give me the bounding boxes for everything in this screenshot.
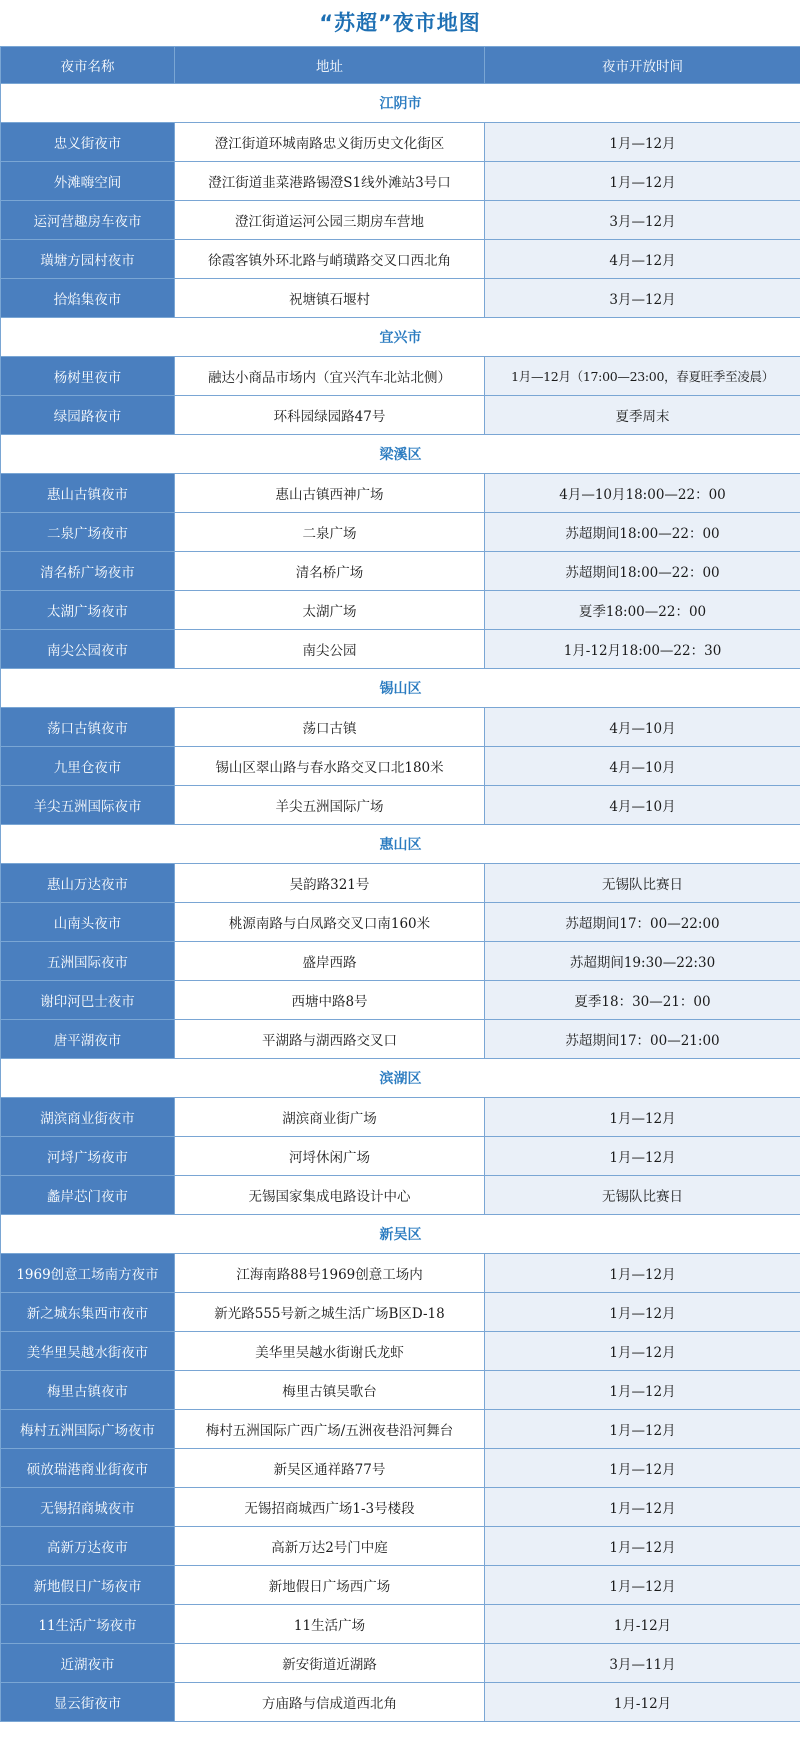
section-row [1, 84, 800, 123]
market-hours: 苏超期间19:30—22:30 [485, 942, 800, 981]
market-hours: 1月—12月 [485, 162, 800, 201]
market-address: 高新万达2号门中庭 [175, 1527, 485, 1566]
header-name: 夜市名称 [1, 47, 175, 84]
section-title: 锡山区 [1, 669, 800, 708]
market-address: 荡口古镇 [175, 708, 485, 747]
table-row [1, 981, 800, 1020]
market-address: 清名桥广场 [175, 552, 485, 591]
section-title: 滨湖区 [1, 1059, 800, 1098]
table-row [1, 591, 800, 630]
market-address: 太湖广场 [175, 591, 485, 630]
table-row [1, 162, 800, 201]
market-address: 新安街道近湖路 [175, 1644, 485, 1683]
table-row [1, 396, 800, 435]
market-address: 锡山区翠山路与春水路交叉口北180米 [175, 747, 485, 786]
market-name: 太湖广场夜市 [1, 591, 175, 630]
market-name: 绿园路夜市 [1, 396, 175, 435]
market-hours: 1月—12月 [485, 1527, 800, 1566]
market-hours: 1月—12月 [485, 1137, 800, 1176]
table-row [1, 279, 800, 318]
market-name: 无锡招商城夜市 [1, 1488, 175, 1527]
market-name: 高新万达夜市 [1, 1527, 175, 1566]
market-name: 近湖夜市 [1, 1644, 175, 1683]
market-address: 南尖公园 [175, 630, 485, 669]
market-hours: 4月—10月 [485, 708, 800, 747]
table-row [1, 747, 800, 786]
market-name: 忠义街夜市 [1, 123, 175, 162]
market-hours: 4月—10月 [485, 786, 800, 825]
table-row [1, 513, 800, 552]
table-row [1, 786, 800, 825]
table-row [1, 1410, 800, 1449]
market-name: 蠡岸芯门夜市 [1, 1176, 175, 1215]
section-title: 惠山区 [1, 825, 800, 864]
market-address: 惠山古镇西神广场 [175, 474, 485, 513]
market-hours: 1月—12月（17:00—23:00，春夏旺季至凌晨） [485, 357, 800, 396]
market-hours: 3月—12月 [485, 201, 800, 240]
market-hours: 1月—12月 [485, 1566, 800, 1605]
page-title: “苏超”夜市地图 [319, 11, 481, 35]
section-row [1, 318, 800, 357]
market-address: 西塘中路8号 [175, 981, 485, 1020]
market-name: 九里仓夜市 [1, 747, 175, 786]
table-row [1, 1566, 800, 1605]
market-name: 拾焰集夜市 [1, 279, 175, 318]
table-row [1, 1488, 800, 1527]
market-hours: 1月-12月 [485, 1605, 800, 1644]
market-hours: 1月—12月 [485, 1449, 800, 1488]
market-name: 硕放瑞港商业街夜市 [1, 1449, 175, 1488]
market-hours: 1月—12月 [485, 1098, 800, 1137]
market-name: 惠山古镇夜市 [1, 474, 175, 513]
market-hours: 苏超期间18:00—22：00 [485, 513, 800, 552]
market-address: 新光路555号新之城生活广场B区D-18 [175, 1293, 485, 1332]
market-address: 澄江街道环城南路忠义街历史文化街区 [175, 123, 485, 162]
header-time: 夜市开放时间 [485, 47, 800, 84]
table-row [1, 903, 800, 942]
market-hours: 1月—12月 [485, 1410, 800, 1449]
market-name: 梅里古镇夜市 [1, 1371, 175, 1410]
section-title: 宜兴市 [1, 318, 800, 357]
market-name: 梅村五洲国际广场夜市 [1, 1410, 175, 1449]
market-name: 显云街夜市 [1, 1683, 175, 1722]
market-address: 平湖路与湖西路交叉口 [175, 1020, 485, 1059]
section-title: 江阴市 [1, 84, 800, 123]
market-hours: 1月—12月 [485, 123, 800, 162]
market-hours: 苏超期间18:00—22：00 [485, 552, 800, 591]
market-address: 澄江街道韭菜港路锡澄S1线外滩站3号口 [175, 162, 485, 201]
market-hours: 夏季18:00—22：00 [485, 591, 800, 630]
market-name: 山南头夜市 [1, 903, 175, 942]
table-row [1, 552, 800, 591]
market-name: 河埒广场夜市 [1, 1137, 175, 1176]
market-address: 吴韵路321号 [175, 864, 485, 903]
market-name: 新地假日广场夜市 [1, 1566, 175, 1605]
market-name: 羊尖五洲国际夜市 [1, 786, 175, 825]
market-hours: 1月—12月 [485, 1293, 800, 1332]
table-row [1, 240, 800, 279]
table-row [1, 1020, 800, 1059]
market-hours: 苏超期间17：00—21:00 [485, 1020, 800, 1059]
market-address: 无锡国家集成电路设计中心 [175, 1176, 485, 1215]
table-row [1, 1098, 800, 1137]
market-address: 澄江街道运河公园三期房车营地 [175, 201, 485, 240]
market-hours: 1月-12月18:00—22：30 [485, 630, 800, 669]
market-address: 无锡招商城西广场1-3号楼段 [175, 1488, 485, 1527]
table-row [1, 1332, 800, 1371]
table-row [1, 201, 800, 240]
section-row [1, 825, 800, 864]
market-address: 盛岸西路 [175, 942, 485, 981]
table-row [1, 864, 800, 903]
table-row [1, 1449, 800, 1488]
market-hours: 无锡队比赛日 [485, 1176, 800, 1215]
market-name: 荡口古镇夜市 [1, 708, 175, 747]
market-address: 祝塘镇石堰村 [175, 279, 485, 318]
market-address: 梅里古镇吴歌台 [175, 1371, 485, 1410]
table-row [1, 1371, 800, 1410]
market-name: 五洲国际夜市 [1, 942, 175, 981]
table-row [1, 1527, 800, 1566]
market-hours: 1月-12月 [485, 1683, 800, 1722]
market-name: 11生活广场夜市 [1, 1605, 175, 1644]
market-address: 徐霞客镇外环北路与峭璜路交叉口西北角 [175, 240, 485, 279]
market-name: 运河营趣房车夜市 [1, 201, 175, 240]
market-name: 谢印河巴士夜市 [1, 981, 175, 1020]
market-name: 1969创意工场南方夜市 [1, 1254, 175, 1293]
market-address: 方庙路与信成道西北角 [175, 1683, 485, 1722]
market-name: 惠山万达夜市 [1, 864, 175, 903]
table-row [1, 474, 800, 513]
market-hours: 3月—12月 [485, 279, 800, 318]
market-hours: 4月—12月 [485, 240, 800, 279]
market-name: 新之城东集西市夜市 [1, 1293, 175, 1332]
market-hours: 4月—10月18:00—22：00 [485, 474, 800, 513]
table-row [1, 942, 800, 981]
market-hours: 苏超期间17：00—22:00 [485, 903, 800, 942]
table-row [1, 1644, 800, 1683]
section-row [1, 1215, 800, 1254]
market-hours: 1月—12月 [485, 1254, 800, 1293]
table-row [1, 630, 800, 669]
market-hours: 无锡队比赛日 [485, 864, 800, 903]
section-row [1, 669, 800, 708]
market-name: 二泉广场夜市 [1, 513, 175, 552]
market-name: 清名桥广场夜市 [1, 552, 175, 591]
market-name: 美华里吴越水街夜市 [1, 1332, 175, 1371]
table-row [1, 1254, 800, 1293]
table-row [1, 1293, 800, 1332]
table-row [1, 1176, 800, 1215]
market-address: 桃源南路与白凤路交叉口南160米 [175, 903, 485, 942]
market-address: 新吴区通祥路77号 [175, 1449, 485, 1488]
section-title: 梁溪区 [1, 435, 800, 474]
table-row [1, 1605, 800, 1644]
table-row [1, 123, 800, 162]
market-hours: 夏季周末 [485, 396, 800, 435]
section-row [1, 435, 800, 474]
market-address: 梅村五洲国际广西广场/五洲夜巷沿河舞台 [175, 1410, 485, 1449]
market-name: 唐平湖夜市 [1, 1020, 175, 1059]
market-address: 融达小商品市场内（宜兴汽车北站北侧） [175, 357, 485, 396]
market-hours: 1月—12月 [485, 1371, 800, 1410]
market-name: 湖滨商业街夜市 [1, 1098, 175, 1137]
market-name: 外滩嗨空间 [1, 162, 175, 201]
market-hours: 3月—11月 [485, 1644, 800, 1683]
section-title: 新吴区 [1, 1215, 800, 1254]
table-row [1, 1137, 800, 1176]
market-hours: 1月—12月 [485, 1488, 800, 1527]
table-row [1, 708, 800, 747]
header-address: 地址 [175, 47, 485, 84]
market-name: 南尖公园夜市 [1, 630, 175, 669]
market-address: 河埒休闲广场 [175, 1137, 485, 1176]
market-address: 二泉广场 [175, 513, 485, 552]
market-hours: 夏季18：30—21：00 [485, 981, 800, 1020]
market-name: 璜塘方园村夜市 [1, 240, 175, 279]
market-address: 湖滨商业街广场 [175, 1098, 485, 1137]
market-table [0, 46, 800, 1722]
market-address: 羊尖五洲国际广场 [175, 786, 485, 825]
market-address: 美华里吴越水街谢氏龙虾 [175, 1332, 485, 1371]
table-row [1, 1683, 800, 1722]
table-row [1, 357, 800, 396]
market-hours: 1月—12月 [485, 1332, 800, 1371]
market-hours: 4月—10月 [485, 747, 800, 786]
market-address: 江海南路88号1969创意工场内 [175, 1254, 485, 1293]
market-address: 环科园绿园路47号 [175, 396, 485, 435]
market-address: 新地假日广场西广场 [175, 1566, 485, 1605]
market-name: 杨树里夜市 [1, 357, 175, 396]
section-row [1, 1059, 800, 1098]
market-address: 11生活广场 [175, 1605, 485, 1644]
table-header-row [1, 47, 800, 84]
